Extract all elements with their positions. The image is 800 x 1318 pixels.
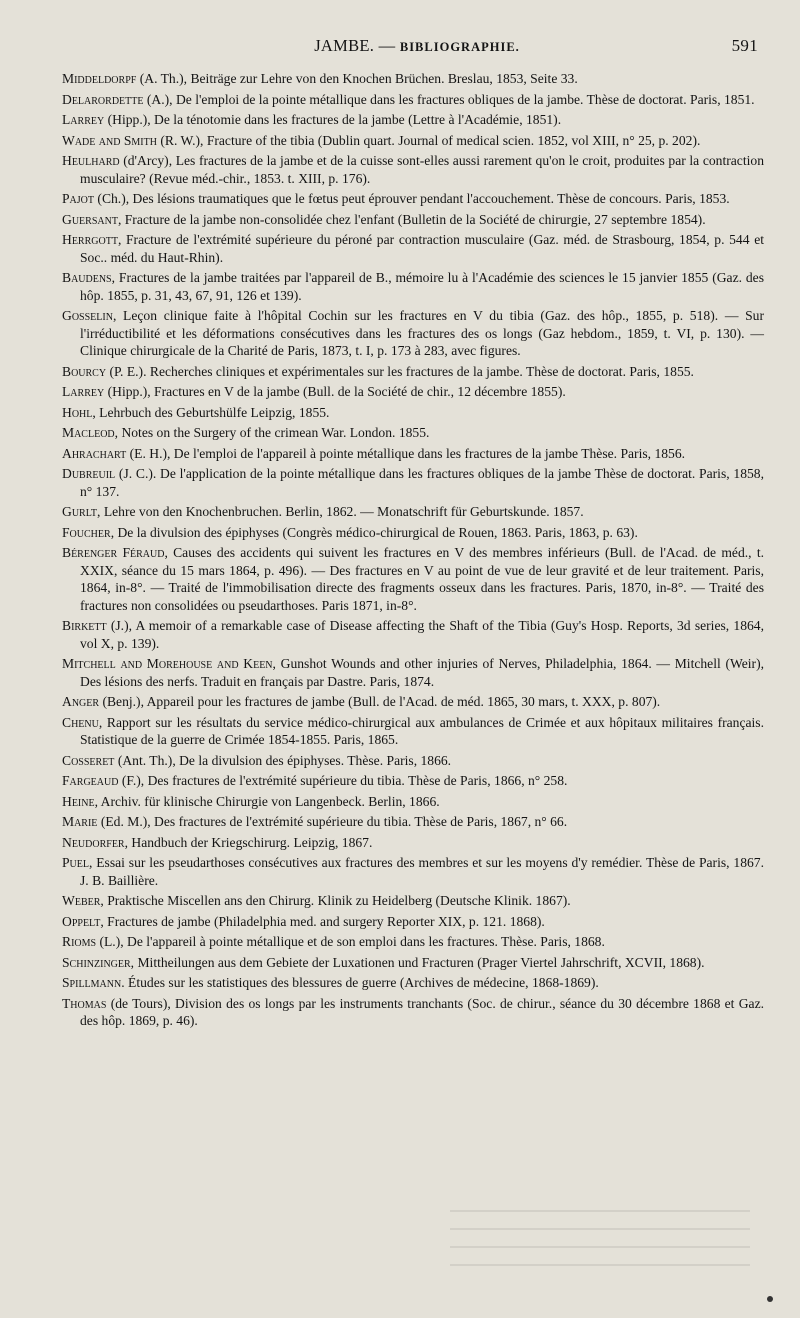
entry-author: Pajot xyxy=(62,191,95,206)
entry-author: Rioms xyxy=(62,934,97,949)
entry-author: Chenu xyxy=(62,714,99,730)
entry-text: (A. Th.), Beiträge zur Lehre von den Knochen Brüchen. Breslau, 1853, Seite 33. xyxy=(136,71,578,86)
entry-text: , Leçon clinique faite à l'hôpital Cochin sur les fractures en V du tibia (Gaz. des hôp., 1855, p. 518). — Sur l'irréductibilité et les déformations consécutives dans les fractures des os longs (Gaz hebdom., 1859, t. VI, p. 130). — Clinique chirurgicale de la Charité de Paris, 1873, t. I, p. 173 à 283, avec figures. xyxy=(80,308,764,358)
entry-author: Macleod xyxy=(62,425,115,440)
entry-text: , Rapport sur les résultats du service médico-chirurgical aux ambulances de Crimée et aux hôpitaux militaires français. Statistique de la guerre de Crimée 1854-1855. Paris, 1865. xyxy=(80,714,764,747)
entry-author: Birkett xyxy=(62,618,107,633)
show-through-texture xyxy=(450,1210,750,1270)
bibliography-list xyxy=(62,70,772,1030)
bibliography-entry xyxy=(62,111,772,129)
entry-author: Larrey xyxy=(62,112,105,127)
entry-text: , De la divulsion des épiphyses (Congrès médico-chirurgical de Rouen, 1863. Paris, 1863, p. 63). xyxy=(110,524,638,540)
bibliography-entry xyxy=(62,693,772,711)
entry-text: (Hipp.), Fractures en V de la jambe (Bull. de la Société de chir., 12 décembre 1855). xyxy=(104,384,566,399)
bibliography-entry xyxy=(62,211,772,229)
entry-text: (R. W.), Fracture of the tibia (Dublin quart. Journal of medical scien. 1852, vol XIII, n° 25, p. 202). xyxy=(156,132,701,148)
ink-dot xyxy=(767,1296,773,1302)
header-title-main: JAMBE. — xyxy=(314,36,400,55)
entry-author: Thomas xyxy=(62,995,107,1011)
entry-text: , Essai sur les pseudarthoses consécutives aux fractures des membres et sur les moyens d'y remédier. Thèse de Paris, 1867. J. B. Baillière. xyxy=(80,855,764,888)
entry-author: Anger xyxy=(62,694,100,709)
bibliography-entry xyxy=(62,503,772,521)
entry-author: Neudorfer xyxy=(62,834,125,850)
entry-text: . Études sur les statistiques des blessures de guerre (Archives de médecine, 1868-1869). xyxy=(121,975,599,990)
bibliography-entry xyxy=(62,995,772,1030)
entry-author: Foucher xyxy=(62,524,111,540)
entry-author: Herrgott xyxy=(62,232,118,247)
entry-text: (Ant. Th.), De la divulsion des épiphyses. Thèse. Paris, 1866. xyxy=(114,752,452,768)
entry-text: (L.), De l'appareil à pointe métallique et de son emploi dans les fractures. Thèse. Paris, 1868. xyxy=(96,934,605,949)
bibliography-entry xyxy=(62,714,772,749)
entry-author: Dubreuil xyxy=(62,466,116,481)
bibliography-entry xyxy=(62,91,772,109)
bibliography-entry xyxy=(62,913,772,931)
entry-author: Heulhard xyxy=(62,153,120,168)
entry-author: Spillmann xyxy=(62,975,122,990)
bibliography-entry xyxy=(62,445,772,463)
entry-text: , Mittheilungen aus dem Gebiete der Luxationen und Fracturen (Prager Viertel Jahrschrift, XCVII, 1868). xyxy=(130,954,705,970)
bibliography-entry xyxy=(62,231,772,266)
entry-author: Weber xyxy=(62,893,101,908)
bibliography-entry xyxy=(62,617,772,652)
bibliography-entry xyxy=(62,544,772,614)
bibliography-entry xyxy=(62,132,772,150)
entry-text: (Benj.), Appareil pour les fractures de jambe (Bull. de l'Acad. de méd. 1865, 30 mars, t. XXX, p. 807). xyxy=(99,694,661,709)
entry-text: (J. C.). De l'application de la pointe métallique dans les fractures obliques de la jambe Thèse de doctorat. Paris, 1858, n° 137. xyxy=(80,466,764,499)
bibliography-entry xyxy=(62,892,772,910)
entry-text: , Praktische Miscellen ans den Chirurg. Klinik zu Heidelberg (Deutsche Klinik. 1867). xyxy=(100,893,571,908)
bibliography-entry xyxy=(62,269,772,304)
entry-author: Hohl xyxy=(62,404,93,420)
bibliography-entry xyxy=(62,752,772,770)
bibliography-entry xyxy=(62,363,772,381)
entry-text: (E. H.), De l'emploi de l'appareil à pointe métallique dans les fractures de la jambe Thèse. Paris, 1856. xyxy=(126,445,686,461)
entry-author: Schinzinger xyxy=(62,954,131,970)
entry-text: , Fracture de l'extrémité supérieure du péroné par contraction musculaire (Gaz. méd. de Strasbourg, 1854, p. 544 et Soc.. méd. du Haut-Rhin). xyxy=(80,232,764,265)
bibliography-entry xyxy=(62,424,772,442)
entry-author: Heine xyxy=(62,793,95,809)
entry-text: , Notes on the Surgery of the crimean War. London. 1855. xyxy=(114,425,430,440)
bibliography-entry xyxy=(62,854,772,889)
page-number: 591 xyxy=(731,36,758,55)
entry-author: Cosseret xyxy=(62,752,115,768)
entry-author: Gurlt xyxy=(62,504,98,519)
entry-text: (F.), Des fractures de l'extrémité supérieure du tibia. Thèse de Paris, 1866, n° 258. xyxy=(118,773,568,788)
bibliography-entry xyxy=(62,70,772,88)
bibliography-entry xyxy=(62,655,772,690)
entry-text: , Gunshot Wounds and other injuries of Nerves, Philadelphia, 1864. — Mitchell (Weir), Des lésions des nerfs. Traduit en français par Dastre. Paris, 1874. xyxy=(80,656,764,689)
bibliography-entry xyxy=(62,465,772,500)
bibliography-entry xyxy=(62,152,772,187)
bibliography-entry xyxy=(62,383,772,401)
entry-author: Oppelt xyxy=(62,913,101,929)
bibliography-entry xyxy=(62,813,772,831)
entry-text: (d'Arcy), Les fractures de la jambe et de la cuisse sont-elles aussi rarement qu'on le croit, produites par la contraction musculaire? (Revue méd.-chir., 1853. t. XIII, p. 176). xyxy=(80,153,764,186)
bibliography-entry xyxy=(62,793,772,811)
entry-text: (P. E.). Recherches cliniques et expérimentales sur les fractures de la jambe. Thèse de doctorat. Paris, 1855. xyxy=(106,363,694,379)
bibliography-entry xyxy=(62,974,772,992)
entry-text: , Handbuch der Kriegschirurg. Leipzig, 1867. xyxy=(124,834,373,850)
entry-author: Bourcy xyxy=(62,363,107,379)
entry-text: (Ch.), Des lésions traumatiques que le fœtus peut éprouver pendant l'accouchement. Thèse de concours. Paris, 1853. xyxy=(94,191,730,206)
entry-author: Larrey xyxy=(62,384,105,399)
entry-author: Delarordette xyxy=(62,91,144,107)
page-header-title xyxy=(62,36,772,56)
entry-text: , Archiv. für klinische Chirurgie von Langenbeck. Berlin, 1866. xyxy=(94,793,440,809)
running-header xyxy=(62,34,772,66)
entry-author: Ahrachart xyxy=(62,445,127,461)
entry-text: , Causes des accidents qui suivent les fractures en V des membres inférieurs (Bull. de l'Acad. de méd., t. XXIX, séance du 15 mars 1864, p. 496). — Des fractures en V au point de vue de leur gravité et de leur traitement. Paris, 1864, in-8°. — Traité de l'immobilisation directe des fragments osseux dans les fractures. Paris, 1870, in-8°. — Traité des fractures non consolidées ou pseudarthoses. Paris 1871, in-8°. xyxy=(80,545,765,613)
bibliography-entry xyxy=(62,524,772,542)
bibliography-entry xyxy=(62,190,772,208)
entry-author: Puel xyxy=(62,855,89,870)
entry-text: , Lehrbuch des Geburtshülfe Leipzig, 1855. xyxy=(92,404,330,420)
bibliography-entry xyxy=(62,307,772,360)
entry-text: , Fracture de la jambe non-consolidée chez l'enfant (Bulletin de la Société de chirurgie, 27 septembre 1854). xyxy=(117,211,706,227)
entry-author: Baudens xyxy=(62,270,112,285)
entry-author: Mitchell and Morehouse and Keen xyxy=(62,656,273,671)
entry-text: , Fractures de la jambe traitées par l'appareil de B., mémoire lu à l'Académie des sciences le 15 janvier 1855 (Gaz. des hôp. 1855, p. 31, 43, 67, 91, 126 et 139). xyxy=(80,270,764,303)
entry-text: , Fractures de jambe (Philadelphia med. and surgery Reporter XIX, p. 121. 1868). xyxy=(100,913,545,929)
bibliography-entry xyxy=(62,772,772,790)
entry-author: Bérenger Féraud xyxy=(62,545,165,560)
entry-text: (J.), A memoir of a remarkable case of Disease affecting the Shaft of the Tibia (Guy's Hosp. Reports, 3d series, 1864, vol X, p. 139). xyxy=(80,618,764,651)
entry-author: Middeldorpf xyxy=(62,71,137,86)
bibliography-entry xyxy=(62,404,772,422)
header-title-sub: BIBLIOGRAPHIE. xyxy=(399,40,520,54)
bibliography-entry xyxy=(62,933,772,951)
bibliography-entry xyxy=(62,954,772,972)
entry-author: Fargeaud xyxy=(62,773,119,788)
entry-author: Marie xyxy=(62,814,98,829)
entry-text: , Lehre von den Knochenbruchen. Berlin, 1862. — Monatschrift für Geburtskunde. 1857. xyxy=(97,504,584,519)
entry-text: (A.), De l'emploi de la pointe métallique dans les fractures obliques de la jambe. Thèse de doctorat. Paris, 1851. xyxy=(143,91,755,107)
bibliography-entry xyxy=(62,834,772,852)
entry-author: Wade and Smith xyxy=(62,132,157,148)
entry-author: Gosselin xyxy=(62,308,113,323)
entry-text: (Ed. M.), Des fractures de l'extrémité supérieure du tibia. Thèse de Paris, 1867, n° 66. xyxy=(97,814,568,829)
entry-text: (Hipp.), De la ténotomie dans les fractures de la jambe (Lettre à l'Académie, 1851). xyxy=(104,112,562,127)
entry-text: (de Tours), Division des os longs par les instruments tranchants (Soc. de chirur., séance du 30 décembre 1868 et Gaz. des hôp. 1869, p. 46). xyxy=(80,995,764,1028)
entry-author: Guersant xyxy=(62,211,118,227)
